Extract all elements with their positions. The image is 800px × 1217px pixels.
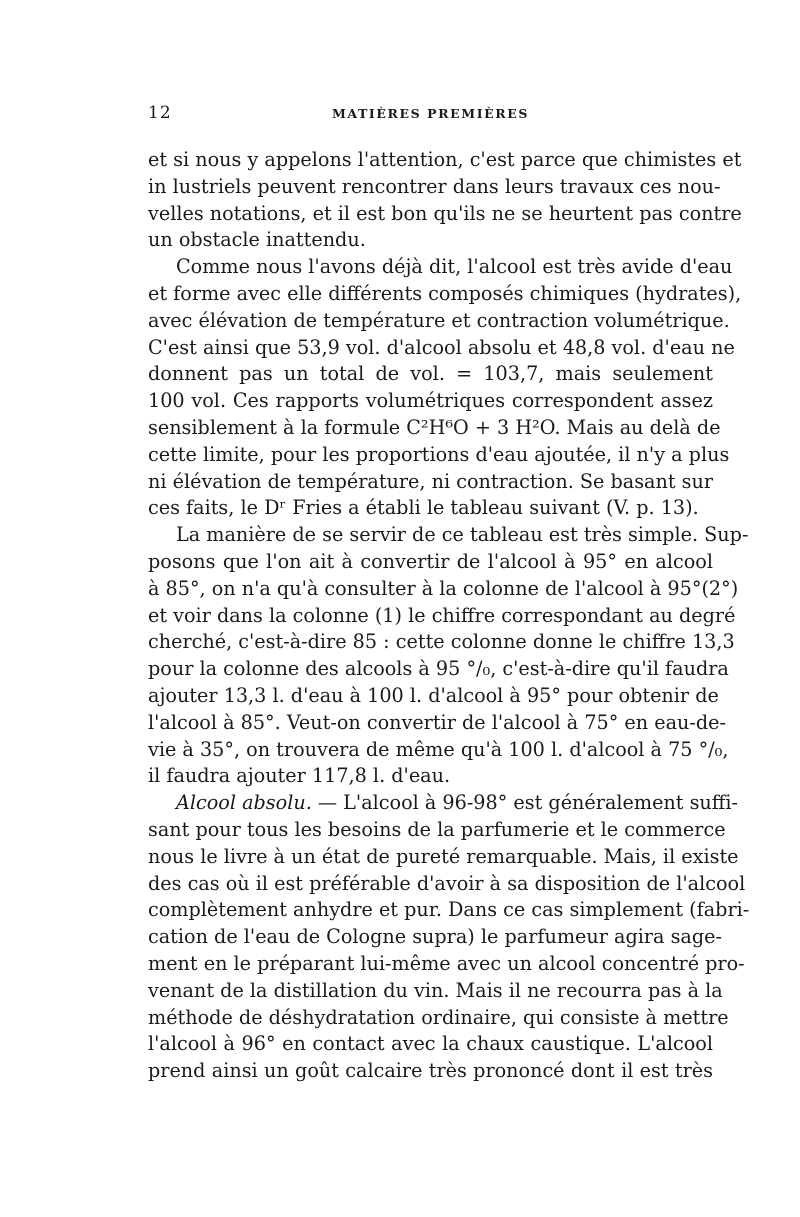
text-line-rest: — L'alcool à 96-98° est généralement suffi- xyxy=(311,791,739,815)
text-line: Comme nous l'avons déjà dit, l'alcool est très avide d'eau xyxy=(176,255,733,279)
text-line: et forme avec elle différents composés chimiques (hydrates), xyxy=(148,281,742,305)
text-line: cherché, c'est-à-dire 85 : cette colonne donne le chiffre 13,3 xyxy=(148,630,735,654)
text-line: vie à 35°, on trouvera de même qu'à 100 l. d'alcool à 75 °/₀, xyxy=(148,737,729,761)
text-line: cette limite, pour les proportions d'eau ajoutée, il n'y a plus xyxy=(148,442,730,466)
text-line: il faudra ajouter 117,8 l. d'eau. xyxy=(148,764,451,788)
text-line: La manière de se servir de ce tableau est très simple. Sup- xyxy=(176,523,749,547)
text-line: méthode de déshydratation ordinaire, qui consiste à mettre xyxy=(148,1005,729,1029)
text-line xyxy=(148,790,739,817)
page-number: 12 xyxy=(148,103,172,123)
text-line: cation de l'eau de Cologne supra) le parfumeur agira sage- xyxy=(148,925,722,949)
text-line: ment en le préparant lui-même avec un alcool concentré pro- xyxy=(148,951,745,975)
text-line: l'alcool à 96° en contact avec la chaux caustique. L'alcool xyxy=(148,1032,713,1056)
running-title: MATIÈRES PREMIÈRES xyxy=(331,106,530,121)
body-text xyxy=(148,147,750,1085)
text-line: complètement anhydre et pur. Dans ce cas simplement (fabri- xyxy=(148,898,750,922)
text-line: nous le livre à un état de pureté remarquable. Mais, il existe xyxy=(148,844,739,868)
text-line: à 85°, on n'a qu'à consulter à la colonne de l'alcool à 95°(2°) xyxy=(148,576,739,600)
text-line: prend ainsi un goût calcaire très prononcé dont il est très xyxy=(148,1059,713,1083)
text-line: avec élévation de température et contraction volumétrique. xyxy=(148,308,730,332)
text-line: donnent pas un total de vol. = 103,7, mais seulement xyxy=(148,362,713,386)
text-line: sant pour tous les besoins de la parfumerie et le commerce xyxy=(148,817,726,841)
section-heading-italic: Alcool absolu. xyxy=(176,791,312,815)
text-line: des cas où il est préférable d'avoir à sa disposition de l'alcool xyxy=(148,871,746,895)
text-line: C'est ainsi que 53,9 vol. d'alcool absolu et 48,8 vol. d'eau ne xyxy=(148,335,735,359)
text-line: et voir dans la colonne (1) le chiffre correspondant au degré xyxy=(148,603,736,627)
text-line: velles notations, et il est bon qu'ils ne se heurtent pas contre xyxy=(148,201,742,225)
text-line: posons que l'on ait à convertir de l'alcool à 95° en alcool xyxy=(148,549,713,573)
text-line: venant de la distillation du vin. Mais il ne recourra pas à la xyxy=(148,978,723,1002)
text-line: pour la colonne des alcools à 95 °/₀, c'est-à-dire qu'il faudra xyxy=(148,657,729,681)
text-line: un obstacle inattendu. xyxy=(148,228,366,252)
text-line: et si nous y appelons l'attention, c'est parce que chimistes et xyxy=(148,148,742,171)
text-line: in lustriels peuvent rencontrer dans leurs travaux ces nou- xyxy=(148,174,721,198)
text-line: 100 vol. Ces rapports volumétriques correspondent assez xyxy=(148,389,713,413)
text-line: ajouter 13,3 l. d'eau à 100 l. d'alcool à 95° pour obtenir de xyxy=(148,683,719,707)
page-header xyxy=(148,103,713,129)
text-line: ni élévation de température, ni contraction. Se basant sur xyxy=(148,469,714,493)
text-line: sensiblement à la formule C²H⁶O + 3 H²O. Mais au delà de xyxy=(148,415,721,439)
text-line: ces faits, le Dʳ Fries a établi le tableau suivant (V. p. 13). xyxy=(148,496,699,520)
text-line: l'alcool à 85°. Veut-on convertir de l'alcool à 75° en eau-de- xyxy=(148,710,726,734)
